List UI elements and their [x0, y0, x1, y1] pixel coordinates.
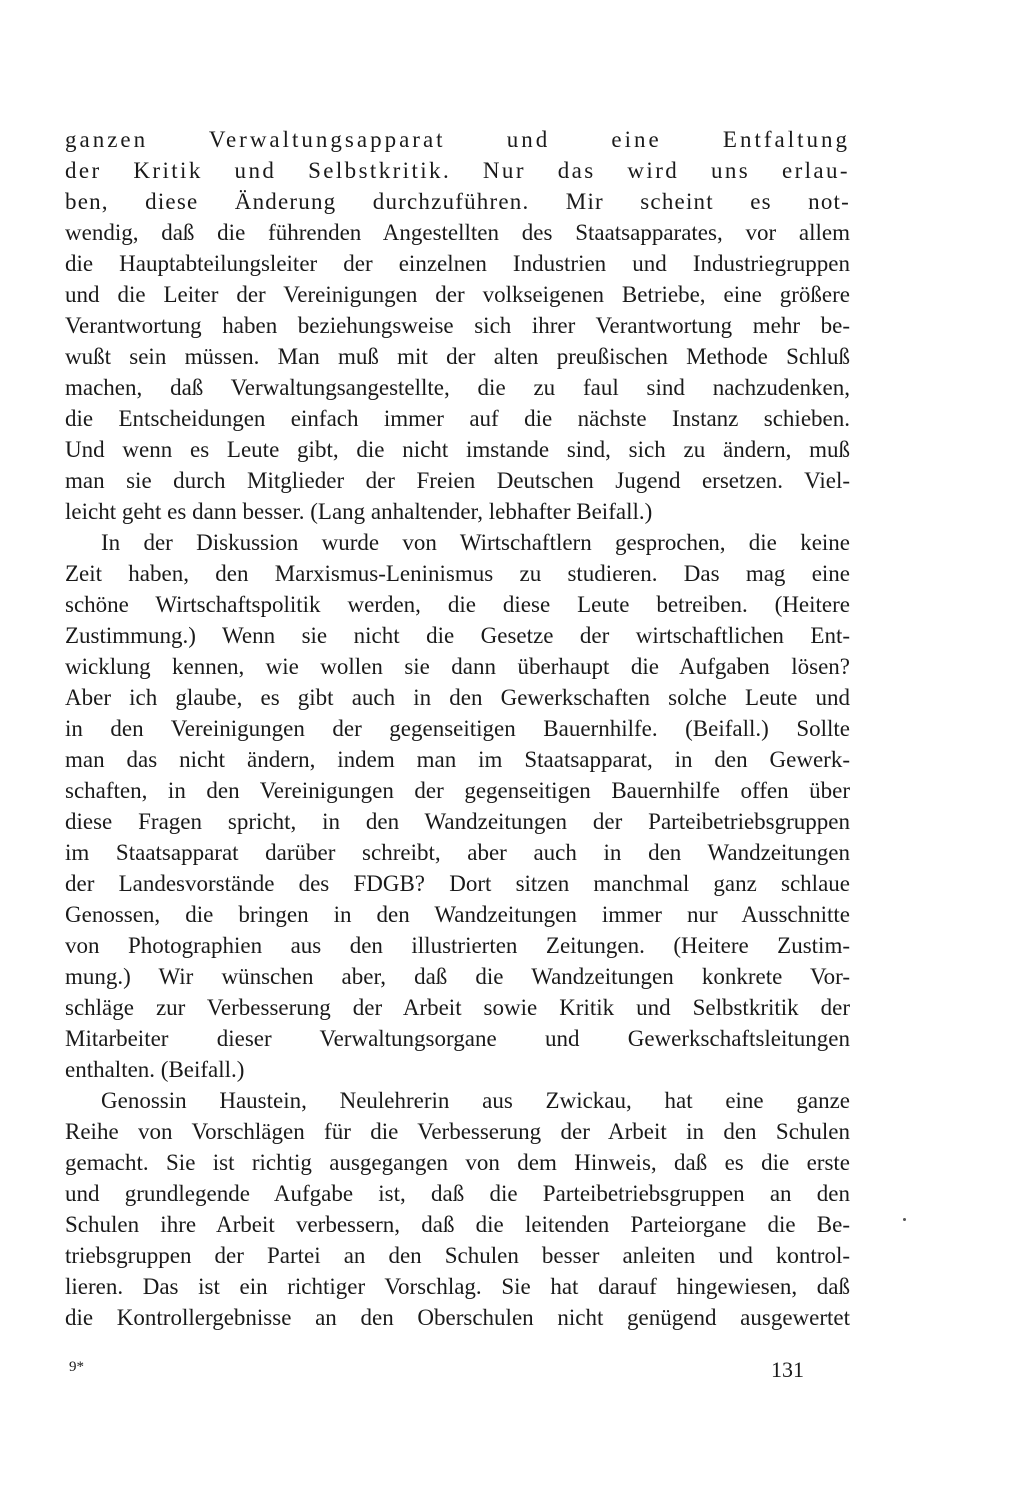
body-text	[65, 124, 850, 1333]
text-line: schläge zur Verbesserung der Arbeit sowie Kritik und Selbstkritik der	[65, 995, 850, 1020]
text-line: in den Vereinigungen der gegenseitigen Bauernhilfe. (Beifall.) Sollte	[65, 716, 850, 741]
text-line: lieren. Das ist ein richtiger Vorschlag. Sie hat darauf hingewiesen, daß	[65, 1274, 850, 1299]
text-line: Zustimmung.) Wenn sie nicht die Gesetze der wirtschaftlichen Ent-	[65, 623, 850, 648]
paper-speck	[903, 1218, 906, 1221]
text-line: triebsgruppen der Partei an den Schulen besser anleiten und kontrol-	[65, 1243, 850, 1268]
text-line: und die Leiter der Vereinigungen der volkseigenen Betriebe, eine größere	[65, 282, 850, 307]
text-line: Und wenn es Leute gibt, die nicht imstande sind, sich zu ändern, muß	[65, 437, 850, 462]
text-line: man sie durch Mitglieder der Freien Deutschen Jugend ersetzen. Viel-	[65, 468, 850, 493]
text-line: man das nicht ändern, indem man im Staatsapparat, in den Gewerk-	[65, 747, 850, 772]
text-line: wendig, daß die führenden Angestellten des Staatsapparates, vor allem	[65, 220, 850, 245]
text-line: leicht geht es dann besser. (Lang anhaltender, lebhafter Beifall.)	[65, 499, 653, 524]
text-line: In der Diskussion wurde von Wirtschaftlern gesprochen, die keine	[101, 530, 850, 555]
text-line: Genossen, die bringen in den Wandzeitungen immer nur Ausschnitte	[65, 902, 850, 927]
text-line: im Staatsapparat darüber schreibt, aber auch in den Wandzeitungen	[65, 840, 850, 865]
text-line: wußt sein müssen. Man muß mit der alten preußischen Methode Schluß	[65, 344, 850, 369]
text-line: wicklung kennen, wie wollen sie dann überhaupt die Aufgaben lösen?	[65, 654, 850, 679]
text-line: die Kontrollergebnisse an den Oberschulen nicht genügend ausgewertet	[65, 1305, 850, 1330]
text-line: ben, diese Änderung durchzuführen. Mir scheint es not-	[65, 189, 850, 214]
text-line: Mitarbeiter dieser Verwaltungsorgane und Gewerkschaftsleitungen	[65, 1026, 850, 1051]
text-line: Schulen ihre Arbeit verbessern, daß die leitenden Parteiorgane die Be-	[65, 1212, 850, 1237]
page-number: 131	[771, 1357, 804, 1382]
text-line: die Entscheidungen einfach immer auf die nächste Instanz schieben.	[65, 406, 850, 431]
text-line: Genossin Haustein, Neulehrerin aus Zwickau, hat eine ganze	[101, 1088, 850, 1113]
text-line: der Kritik und Selbstkritik. Nur das wird uns erlau-	[65, 158, 850, 183]
text-line: von Photographien aus den illustrierten Zeitungen. (Heitere Zustim-	[65, 933, 850, 958]
text-line: Verantwortung haben beziehungsweise sich ihrer Verantwortung mehr be-	[65, 313, 850, 338]
text-line: schöne Wirtschaftspolitik werden, die diese Leute betreiben. (Heitere	[65, 592, 850, 617]
text-line: Zeit haben, den Marxismus-Leninismus zu studieren. Das mag eine	[65, 561, 850, 586]
text-line: schaften, in den Vereinigungen der gegenseitigen Bauernhilfe offen über	[65, 778, 850, 803]
text-line: enthalten. (Beifall.)	[65, 1057, 245, 1082]
text-line: Aber ich glaube, es gibt auch in den Gewerkschaften solche Leute und	[65, 685, 850, 710]
sheet-signature: 9*	[69, 1359, 84, 1375]
text-line: die Hauptabteilungsleiter der einzelnen Industrien und Industriegruppen	[65, 251, 850, 276]
text-line: und grundlegende Aufgabe ist, daß die Parteibetriebsgruppen an den	[65, 1181, 850, 1206]
text-line: machen, daß Verwaltungsangestellte, die zu faul sind nachzudenken,	[65, 375, 850, 400]
text-line: ganzen Verwaltungsapparat und eine Entfaltung	[65, 127, 850, 152]
text-line: diese Fragen spricht, in den Wandzeitungen der Parteibetriebsgruppen	[65, 809, 850, 834]
text-line: gemacht. Sie ist richtig ausgegangen von dem Hinweis, daß es die erste	[65, 1150, 850, 1175]
text-line: Reihe von Vorschlägen für die Verbesserung der Arbeit in den Schulen	[65, 1119, 850, 1144]
text-line: der Landesvorstände des FDGB? Dort sitzen manchmal ganz schlaue	[65, 871, 850, 896]
text-line: mung.) Wir wünschen aber, daß die Wandzeitungen konkrete Vor-	[65, 964, 850, 989]
